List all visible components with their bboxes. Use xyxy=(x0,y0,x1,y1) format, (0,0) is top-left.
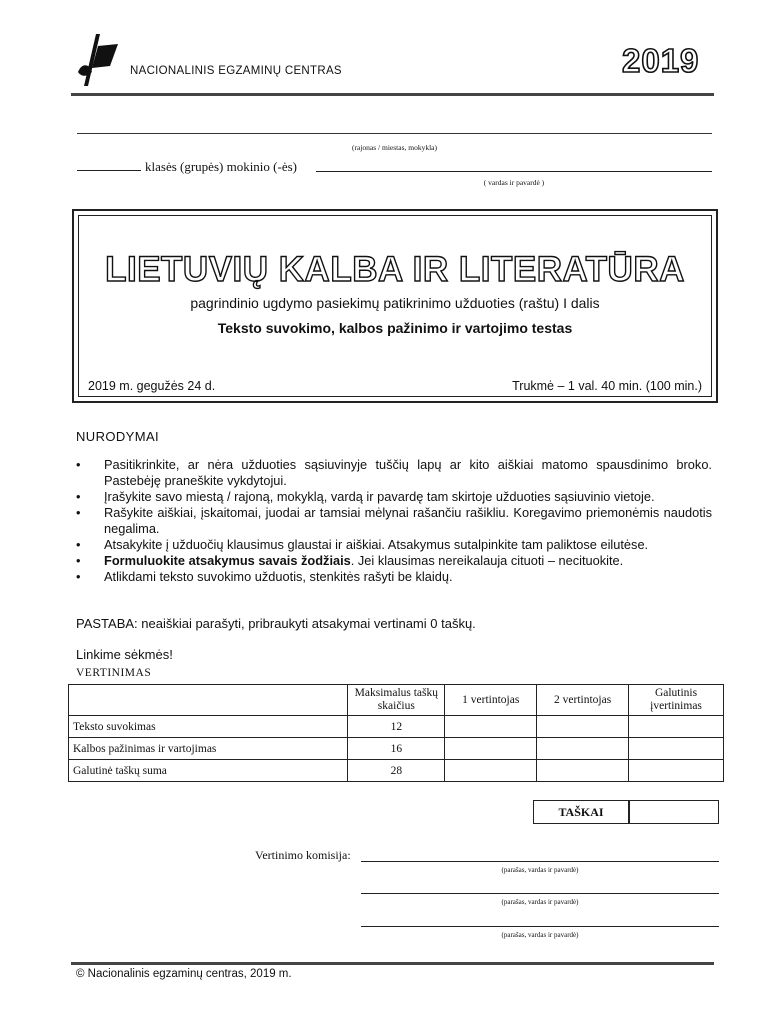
score-cell[interactable] xyxy=(445,738,537,760)
note: PASTABA: neaiškiai parašyti, pribraukyti atsakymai vertinami 0 taškų. xyxy=(76,616,476,631)
score-cell[interactable] xyxy=(537,738,629,760)
table-header-row xyxy=(69,685,724,716)
instructions-list xyxy=(76,457,712,585)
score-cell[interactable] xyxy=(537,760,629,782)
instruction-item: • Įrašykite savo miestą / rajoną, mokyklą, vardą ir pavardę tam skirtoje užduoties sąsiuvinio vietoje. xyxy=(76,489,712,505)
instruction-item: • Rašykite aiškiai, įskaitomai, juodai ar tamsiai mėlynai rašančiu rašikliu. Koregavimo priemonėmis naudotis negalima. xyxy=(76,505,712,537)
row-label: Teksto suvokimas xyxy=(69,716,348,738)
max-points: 16 xyxy=(348,738,445,760)
signature-line[interactable] xyxy=(361,893,719,894)
committee-label: Vertinimo komisija: xyxy=(255,848,351,862)
exam-year: 2019 xyxy=(622,42,700,79)
table-header: 1 vertintojas xyxy=(445,685,537,716)
exam-subtitle: pagrindinio ugdymo pasiekimų patikrinimo užduoties (raštu) I dalis xyxy=(190,295,600,311)
copyright: © Nacionalinis egzaminų centras, 2019 m. xyxy=(76,968,292,980)
score-cell[interactable] xyxy=(537,716,629,738)
student-hint: ( vardas ir pavardė ) xyxy=(483,178,545,187)
instruction-item: • Pasitikrinkite, ar nėra užduoties sąsiuvinyje tuščių lapų ar kito aiškiai matomo spausdinimo broko. Pastebėję praneškite vykdytojui. xyxy=(76,457,712,489)
table-header: Maksimalus taškų skaičius xyxy=(348,685,445,716)
points-label: TAŠKAI xyxy=(534,801,630,823)
table-header: Galutinis įvertinimas xyxy=(629,685,724,716)
header-rule xyxy=(71,93,714,96)
title-box xyxy=(72,209,718,403)
title-box-inner xyxy=(78,215,712,397)
score-cell[interactable] xyxy=(629,716,724,738)
instruction-item xyxy=(76,553,712,569)
instruction-item: • Atlikdami teksto suvokimo užduotis, stenkitės rašyti be klaidų. xyxy=(76,569,712,585)
wish: Linkime sėkmės! xyxy=(76,647,173,662)
nec-logo xyxy=(74,32,120,88)
row-label: Kalbos pažinimas ir vartojimas xyxy=(69,738,348,760)
signature-hint: (parašas, vardas ir pavardė) xyxy=(501,898,579,906)
table-row xyxy=(69,760,724,782)
student-name-line xyxy=(316,171,712,172)
points-box xyxy=(533,800,719,824)
instruction-bold: Formuluokite atsakymus savais žodžiais xyxy=(104,553,351,568)
organization-name: NACIONALINIS EGZAMINŲ CENTRAS xyxy=(130,65,342,77)
instruction-rest: . Jei klausimas nereikalauja cituoti – necituokite. xyxy=(350,553,624,568)
footer-rule xyxy=(71,962,714,965)
table-header xyxy=(69,685,348,716)
score-cell[interactable] xyxy=(445,760,537,782)
table-row xyxy=(69,716,724,738)
exam-date: 2019 m. gegužės 24 d. xyxy=(88,379,216,393)
signature-line[interactable] xyxy=(361,926,719,927)
row-label: Galutinė taškų suma xyxy=(69,760,348,782)
signature-hint: (parašas, vardas ir pavardė) xyxy=(501,866,579,874)
instructions-heading: NURODYMAI xyxy=(76,429,160,444)
score-cell[interactable] xyxy=(629,760,724,782)
score-cell[interactable] xyxy=(629,738,724,760)
signature-line[interactable] xyxy=(361,861,719,862)
student-label: klasės (grupės) mokinio (-ės) xyxy=(145,159,297,174)
score-cell[interactable] xyxy=(445,716,537,738)
student-row xyxy=(77,158,297,175)
signature-hint: (parašas, vardas ir pavardė) xyxy=(501,931,579,939)
grading-heading: VERTINIMAS xyxy=(76,667,152,679)
max-points: 12 xyxy=(348,716,445,738)
table-row xyxy=(69,738,724,760)
table-header: 2 vertintojas xyxy=(537,685,629,716)
exam-title: LIETUVIŲ KALBA IR LITERATŪRA xyxy=(105,250,685,289)
test-name: Teksto suvokimo, kalbos pažinimo ir vartojimo testas xyxy=(217,320,573,336)
school-hint: (rajonas / miestas, mokykla) xyxy=(352,143,437,152)
grading-table xyxy=(68,684,724,782)
school-blank-line xyxy=(77,133,712,134)
max-points: 28 xyxy=(348,760,445,782)
exam-duration: Trukmė – 1 val. 40 min. (100 min.) xyxy=(512,379,702,393)
class-blank xyxy=(77,158,141,171)
instruction-item: • Atsakykite į užduočių klausimus glaustai ir aiškiai. Atsakymus sutalpinkite tam paliktose eilutėse. xyxy=(76,537,712,553)
